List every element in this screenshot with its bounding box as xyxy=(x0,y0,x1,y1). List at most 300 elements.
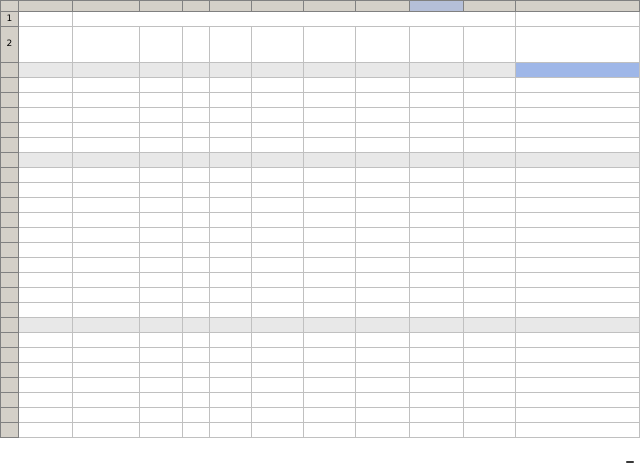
cell-b[interactable] xyxy=(72,168,139,183)
cell-a[interactable] xyxy=(18,348,72,363)
cell-k[interactable] xyxy=(516,228,640,243)
cell-d[interactable] xyxy=(182,108,210,123)
cell-i[interactable] xyxy=(410,258,464,273)
cell-f[interactable] xyxy=(251,333,303,348)
cell-a[interactable] xyxy=(18,363,72,378)
cell-f[interactable] xyxy=(251,93,303,108)
cell-j[interactable] xyxy=(464,93,516,108)
cell-g[interactable] xyxy=(303,168,355,183)
cell-k[interactable] xyxy=(516,93,640,108)
field-header[interactable] xyxy=(410,27,464,63)
cell-c[interactable] xyxy=(139,93,182,108)
cell-e[interactable] xyxy=(210,243,251,258)
cell-i[interactable] xyxy=(410,393,464,408)
cell-e[interactable] xyxy=(210,393,251,408)
cell-f[interactable] xyxy=(251,393,303,408)
field-header[interactable] xyxy=(303,27,355,63)
column-header-d[interactable] xyxy=(182,1,210,12)
cell-e[interactable] xyxy=(210,138,251,153)
cell-i[interactable] xyxy=(410,138,464,153)
cell-g[interactable] xyxy=(303,78,355,93)
cell-a[interactable] xyxy=(18,423,72,438)
cell-g[interactable] xyxy=(303,213,355,228)
cell-j[interactable] xyxy=(464,168,516,183)
cell-k[interactable] xyxy=(516,288,640,303)
cell-g[interactable] xyxy=(303,378,355,393)
cell-e[interactable] xyxy=(210,198,251,213)
cell-d[interactable] xyxy=(182,153,210,168)
cell-k[interactable] xyxy=(516,258,640,273)
cell-c[interactable] xyxy=(139,78,182,93)
cell-a[interactable] xyxy=(18,288,72,303)
cell-i[interactable] xyxy=(410,273,464,288)
cell-i[interactable] xyxy=(410,318,464,333)
cell-g[interactable] xyxy=(303,63,355,78)
cell-j[interactable] xyxy=(464,378,516,393)
cell-k[interactable] xyxy=(516,348,640,363)
cell-i[interactable] xyxy=(410,423,464,438)
field-header[interactable] xyxy=(18,27,72,63)
cell-d[interactable] xyxy=(182,348,210,363)
cell-i[interactable] xyxy=(410,78,464,93)
cell-a[interactable] xyxy=(18,228,72,243)
cell-f[interactable] xyxy=(251,198,303,213)
cell-d[interactable] xyxy=(182,183,210,198)
cell-k[interactable] xyxy=(516,213,640,228)
cell-i[interactable] xyxy=(410,333,464,348)
cell-c[interactable] xyxy=(139,168,182,183)
cell-c[interactable] xyxy=(139,138,182,153)
cell-c[interactable] xyxy=(139,378,182,393)
cell-k[interactable] xyxy=(516,123,640,138)
cell-j[interactable] xyxy=(464,243,516,258)
column-header-b[interactable] xyxy=(72,1,139,12)
cell-j[interactable] xyxy=(464,273,516,288)
cell-e[interactable] xyxy=(210,378,251,393)
cell-d[interactable] xyxy=(182,78,210,93)
cell-k[interactable] xyxy=(516,183,640,198)
cell-b[interactable] xyxy=(72,198,139,213)
cell-b[interactable] xyxy=(72,213,139,228)
cell-b[interactable] xyxy=(72,153,139,168)
cell-d[interactable] xyxy=(182,213,210,228)
cell-k[interactable] xyxy=(516,138,640,153)
column-header-g[interactable] xyxy=(303,1,355,12)
cell-e[interactable] xyxy=(210,228,251,243)
row-header[interactable] xyxy=(1,243,19,258)
cell-f[interactable] xyxy=(251,168,303,183)
row-header[interactable] xyxy=(1,78,19,93)
cell-d[interactable] xyxy=(182,378,210,393)
cell-a[interactable] xyxy=(18,93,72,108)
cell-e[interactable] xyxy=(210,183,251,198)
cell-f[interactable] xyxy=(251,378,303,393)
cell-c[interactable] xyxy=(139,198,182,213)
row-header[interactable] xyxy=(1,273,19,288)
row-header[interactable] xyxy=(1,348,19,363)
cell-i[interactable] xyxy=(410,168,464,183)
cell-c[interactable] xyxy=(139,153,182,168)
cell-j[interactable] xyxy=(464,153,516,168)
cell-b[interactable] xyxy=(72,318,139,333)
cell-b[interactable] xyxy=(72,408,139,423)
cell-h[interactable] xyxy=(355,198,409,213)
row-header[interactable] xyxy=(1,288,19,303)
cell-f[interactable] xyxy=(251,123,303,138)
cell-f[interactable] xyxy=(251,78,303,93)
column-header-i[interactable] xyxy=(410,1,464,12)
row-header[interactable] xyxy=(1,228,19,243)
cell-d[interactable] xyxy=(182,138,210,153)
row-header[interactable] xyxy=(1,63,19,78)
cell-i[interactable] xyxy=(410,288,464,303)
cell-a[interactable] xyxy=(18,153,72,168)
cell-d[interactable] xyxy=(182,303,210,318)
cell-a[interactable] xyxy=(18,78,72,93)
cell-g[interactable] xyxy=(303,258,355,273)
cell-h[interactable] xyxy=(355,288,409,303)
column-header-h[interactable] xyxy=(355,1,409,12)
cell-c[interactable] xyxy=(139,363,182,378)
row-header[interactable] xyxy=(1,183,19,198)
cell-f[interactable] xyxy=(251,138,303,153)
cell-d[interactable] xyxy=(182,288,210,303)
cell-d[interactable] xyxy=(182,198,210,213)
row-header[interactable] xyxy=(1,408,19,423)
cell-h[interactable] xyxy=(355,378,409,393)
cell-h[interactable] xyxy=(355,333,409,348)
cell-b[interactable] xyxy=(72,378,139,393)
field-header[interactable] xyxy=(72,27,139,63)
cell-i[interactable] xyxy=(410,378,464,393)
cell-k[interactable] xyxy=(516,243,640,258)
cell-d[interactable] xyxy=(182,258,210,273)
cell-j[interactable] xyxy=(464,288,516,303)
cell-a[interactable] xyxy=(18,198,72,213)
cell-d[interactable] xyxy=(182,273,210,288)
cell-a[interactable] xyxy=(18,303,72,318)
cell-h[interactable] xyxy=(355,243,409,258)
cell-a[interactable] xyxy=(18,393,72,408)
cell-k[interactable] xyxy=(516,423,640,438)
cell-e[interactable] xyxy=(210,123,251,138)
cell-i[interactable] xyxy=(410,303,464,318)
cell-a[interactable] xyxy=(18,408,72,423)
row-header[interactable] xyxy=(1,198,19,213)
row-header[interactable] xyxy=(1,93,19,108)
cell-e[interactable] xyxy=(210,303,251,318)
field-header[interactable] xyxy=(516,27,640,63)
cell-h[interactable] xyxy=(355,123,409,138)
cell-d[interactable] xyxy=(182,423,210,438)
cell-i[interactable] xyxy=(410,183,464,198)
cell-b[interactable] xyxy=(72,243,139,258)
cell-g[interactable] xyxy=(303,273,355,288)
cell-e[interactable] xyxy=(210,288,251,303)
cell-e[interactable] xyxy=(210,363,251,378)
cell-b[interactable] xyxy=(72,363,139,378)
cell-g[interactable] xyxy=(303,153,355,168)
cell-i[interactable] xyxy=(410,408,464,423)
cell-b[interactable] xyxy=(72,303,139,318)
cell-h[interactable] xyxy=(355,153,409,168)
cell-k[interactable] xyxy=(516,198,640,213)
cell-h[interactable] xyxy=(355,363,409,378)
cell-a[interactable] xyxy=(18,273,72,288)
row-header[interactable] xyxy=(1,333,19,348)
field-header[interactable] xyxy=(355,27,409,63)
cell-j[interactable] xyxy=(464,423,516,438)
cell-g[interactable] xyxy=(303,423,355,438)
cell-k[interactable] xyxy=(516,408,640,423)
cell-i[interactable] xyxy=(410,348,464,363)
cell-j[interactable] xyxy=(464,363,516,378)
cell-g[interactable] xyxy=(303,108,355,123)
cell-e[interactable] xyxy=(210,63,251,78)
cell-i[interactable] xyxy=(410,228,464,243)
cell-j[interactable] xyxy=(464,213,516,228)
cell-d[interactable] xyxy=(182,243,210,258)
cell-b[interactable] xyxy=(72,123,139,138)
cell-h[interactable] xyxy=(355,63,409,78)
row-header[interactable] xyxy=(1,213,19,228)
cell-i[interactable] xyxy=(410,363,464,378)
cell-j[interactable] xyxy=(464,318,516,333)
cell-e[interactable] xyxy=(210,108,251,123)
cell-e[interactable] xyxy=(210,93,251,108)
cell-e[interactable] xyxy=(210,348,251,363)
cell-g[interactable] xyxy=(303,333,355,348)
cell-h[interactable] xyxy=(355,108,409,123)
sheet-title[interactable] xyxy=(72,12,515,27)
cell-f[interactable] xyxy=(251,63,303,78)
row-header[interactable] xyxy=(1,153,19,168)
column-header-a[interactable] xyxy=(18,1,72,12)
cell-k[interactable] xyxy=(516,393,640,408)
cell-c[interactable] xyxy=(139,303,182,318)
cell-c[interactable] xyxy=(139,318,182,333)
cell-e[interactable] xyxy=(210,423,251,438)
cell-a[interactable] xyxy=(18,108,72,123)
cell-c[interactable] xyxy=(139,183,182,198)
cell-f[interactable] xyxy=(251,303,303,318)
cell-f[interactable] xyxy=(251,288,303,303)
cell-j[interactable] xyxy=(464,183,516,198)
cell-k[interactable] xyxy=(516,108,640,123)
field-header[interactable] xyxy=(182,27,210,63)
cell-g[interactable] xyxy=(303,93,355,108)
cell-j[interactable] xyxy=(464,198,516,213)
cell-i[interactable] xyxy=(410,108,464,123)
cell-j[interactable] xyxy=(464,108,516,123)
cell-h[interactable] xyxy=(355,93,409,108)
cell-f[interactable] xyxy=(251,108,303,123)
cell-e[interactable] xyxy=(210,273,251,288)
field-header[interactable] xyxy=(139,27,182,63)
cell-a[interactable] xyxy=(18,243,72,258)
cell-a[interactable] xyxy=(18,333,72,348)
cell-k[interactable] xyxy=(516,333,640,348)
cell-c[interactable] xyxy=(139,273,182,288)
cell-c[interactable] xyxy=(139,63,182,78)
cell-j[interactable] xyxy=(464,303,516,318)
cell-k[interactable] xyxy=(516,168,640,183)
cell-h[interactable] xyxy=(355,138,409,153)
cell-j[interactable] xyxy=(464,408,516,423)
cell-j[interactable] xyxy=(464,348,516,363)
cell-g[interactable] xyxy=(303,363,355,378)
cell-c[interactable] xyxy=(139,408,182,423)
column-header-c[interactable] xyxy=(139,1,182,12)
cell-e[interactable] xyxy=(210,258,251,273)
cell-f[interactable] xyxy=(251,318,303,333)
cell-h[interactable] xyxy=(355,348,409,363)
cell-g[interactable] xyxy=(303,183,355,198)
cell-f[interactable] xyxy=(251,363,303,378)
cell-a[interactable] xyxy=(18,183,72,198)
cell-k[interactable] xyxy=(516,78,640,93)
cell-f[interactable] xyxy=(251,408,303,423)
field-header[interactable] xyxy=(464,27,516,63)
cell-f[interactable] xyxy=(251,243,303,258)
cell-c[interactable] xyxy=(139,243,182,258)
cell-a[interactable] xyxy=(18,168,72,183)
row-header[interactable] xyxy=(1,363,19,378)
row-header[interactable] xyxy=(1,108,19,123)
cell-a[interactable] xyxy=(18,63,72,78)
cell-b[interactable] xyxy=(72,78,139,93)
cell-g[interactable] xyxy=(303,243,355,258)
cell-g[interactable] xyxy=(303,303,355,318)
cell-c[interactable] xyxy=(139,108,182,123)
cell-i[interactable] xyxy=(410,153,464,168)
cell-d[interactable] xyxy=(182,93,210,108)
cell-d[interactable] xyxy=(182,408,210,423)
cell-e[interactable] xyxy=(210,408,251,423)
cell-d[interactable] xyxy=(182,318,210,333)
cell-i[interactable] xyxy=(410,63,464,78)
cell-b[interactable] xyxy=(72,423,139,438)
cell-a[interactable] xyxy=(18,258,72,273)
row-header[interactable] xyxy=(1,138,19,153)
column-header-f[interactable] xyxy=(251,1,303,12)
cell-h[interactable] xyxy=(355,228,409,243)
cell-i[interactable] xyxy=(410,198,464,213)
cell-j[interactable] xyxy=(464,123,516,138)
field-header[interactable] xyxy=(210,27,251,63)
cell-f[interactable] xyxy=(251,228,303,243)
cell-g[interactable] xyxy=(303,393,355,408)
cell-j[interactable] xyxy=(464,258,516,273)
cell-c[interactable] xyxy=(139,333,182,348)
cell-b[interactable] xyxy=(72,228,139,243)
cell-k[interactable] xyxy=(516,153,640,168)
column-header-j[interactable] xyxy=(464,1,516,12)
cell-c[interactable] xyxy=(139,123,182,138)
row-header[interactable] xyxy=(1,168,19,183)
cell-j[interactable] xyxy=(464,228,516,243)
cell-f[interactable] xyxy=(251,273,303,288)
column-header-k[interactable] xyxy=(516,1,640,12)
cell-c[interactable] xyxy=(139,213,182,228)
cell-b[interactable] xyxy=(72,288,139,303)
cell-g[interactable] xyxy=(303,123,355,138)
cell-h[interactable] xyxy=(355,183,409,198)
cell-c[interactable] xyxy=(139,288,182,303)
cell-h[interactable] xyxy=(355,318,409,333)
cell-a[interactable] xyxy=(18,378,72,393)
cell-f[interactable] xyxy=(251,348,303,363)
cell-e[interactable] xyxy=(210,168,251,183)
cell-h[interactable] xyxy=(355,303,409,318)
cell-h[interactable] xyxy=(355,393,409,408)
column-header-e[interactable] xyxy=(210,1,251,12)
row-header[interactable]: 2 xyxy=(1,27,19,63)
cell-a[interactable] xyxy=(18,138,72,153)
row-header[interactable] xyxy=(1,318,19,333)
cell-j[interactable] xyxy=(464,78,516,93)
cell-g[interactable] xyxy=(303,348,355,363)
cell-j[interactable] xyxy=(464,393,516,408)
cell-c[interactable] xyxy=(139,423,182,438)
row-header[interactable] xyxy=(1,123,19,138)
cell-h[interactable] xyxy=(355,273,409,288)
cell-d[interactable] xyxy=(182,333,210,348)
cell-g[interactable] xyxy=(303,138,355,153)
cell-k[interactable] xyxy=(516,378,640,393)
cell-d[interactable] xyxy=(182,228,210,243)
cell-d[interactable] xyxy=(182,63,210,78)
cell-e[interactable] xyxy=(210,333,251,348)
cell-j[interactable] xyxy=(464,333,516,348)
cell-b[interactable] xyxy=(72,108,139,123)
cell-b[interactable] xyxy=(72,348,139,363)
cell-b[interactable] xyxy=(72,93,139,108)
cell-b[interactable] xyxy=(72,333,139,348)
cell-c[interactable] xyxy=(139,258,182,273)
cell-i[interactable] xyxy=(410,213,464,228)
cell-h[interactable] xyxy=(355,258,409,273)
cell-g[interactable] xyxy=(303,408,355,423)
cell-h[interactable] xyxy=(355,408,409,423)
cell-b[interactable] xyxy=(72,273,139,288)
cell-d[interactable] xyxy=(182,393,210,408)
cell-k[interactable] xyxy=(516,303,640,318)
cell-g[interactable] xyxy=(303,198,355,213)
cell-i[interactable] xyxy=(410,123,464,138)
cell-b[interactable] xyxy=(72,138,139,153)
cell-h[interactable] xyxy=(355,78,409,93)
cell-i[interactable] xyxy=(410,93,464,108)
cell-k[interactable] xyxy=(516,273,640,288)
cell-a[interactable] xyxy=(18,213,72,228)
cell-a[interactable] xyxy=(18,318,72,333)
cell-e[interactable] xyxy=(210,153,251,168)
cell-h[interactable] xyxy=(355,213,409,228)
cell-k[interactable] xyxy=(516,363,640,378)
cell-f[interactable] xyxy=(251,153,303,168)
row-header[interactable] xyxy=(1,303,19,318)
cell-c[interactable] xyxy=(139,348,182,363)
cell-d[interactable] xyxy=(182,363,210,378)
cell-b[interactable] xyxy=(72,63,139,78)
cell-e[interactable] xyxy=(210,213,251,228)
row-header[interactable] xyxy=(1,378,19,393)
cell-g[interactable] xyxy=(303,318,355,333)
cell-d[interactable] xyxy=(182,123,210,138)
cell-c[interactable] xyxy=(139,393,182,408)
row-header[interactable]: 1 xyxy=(1,12,19,27)
